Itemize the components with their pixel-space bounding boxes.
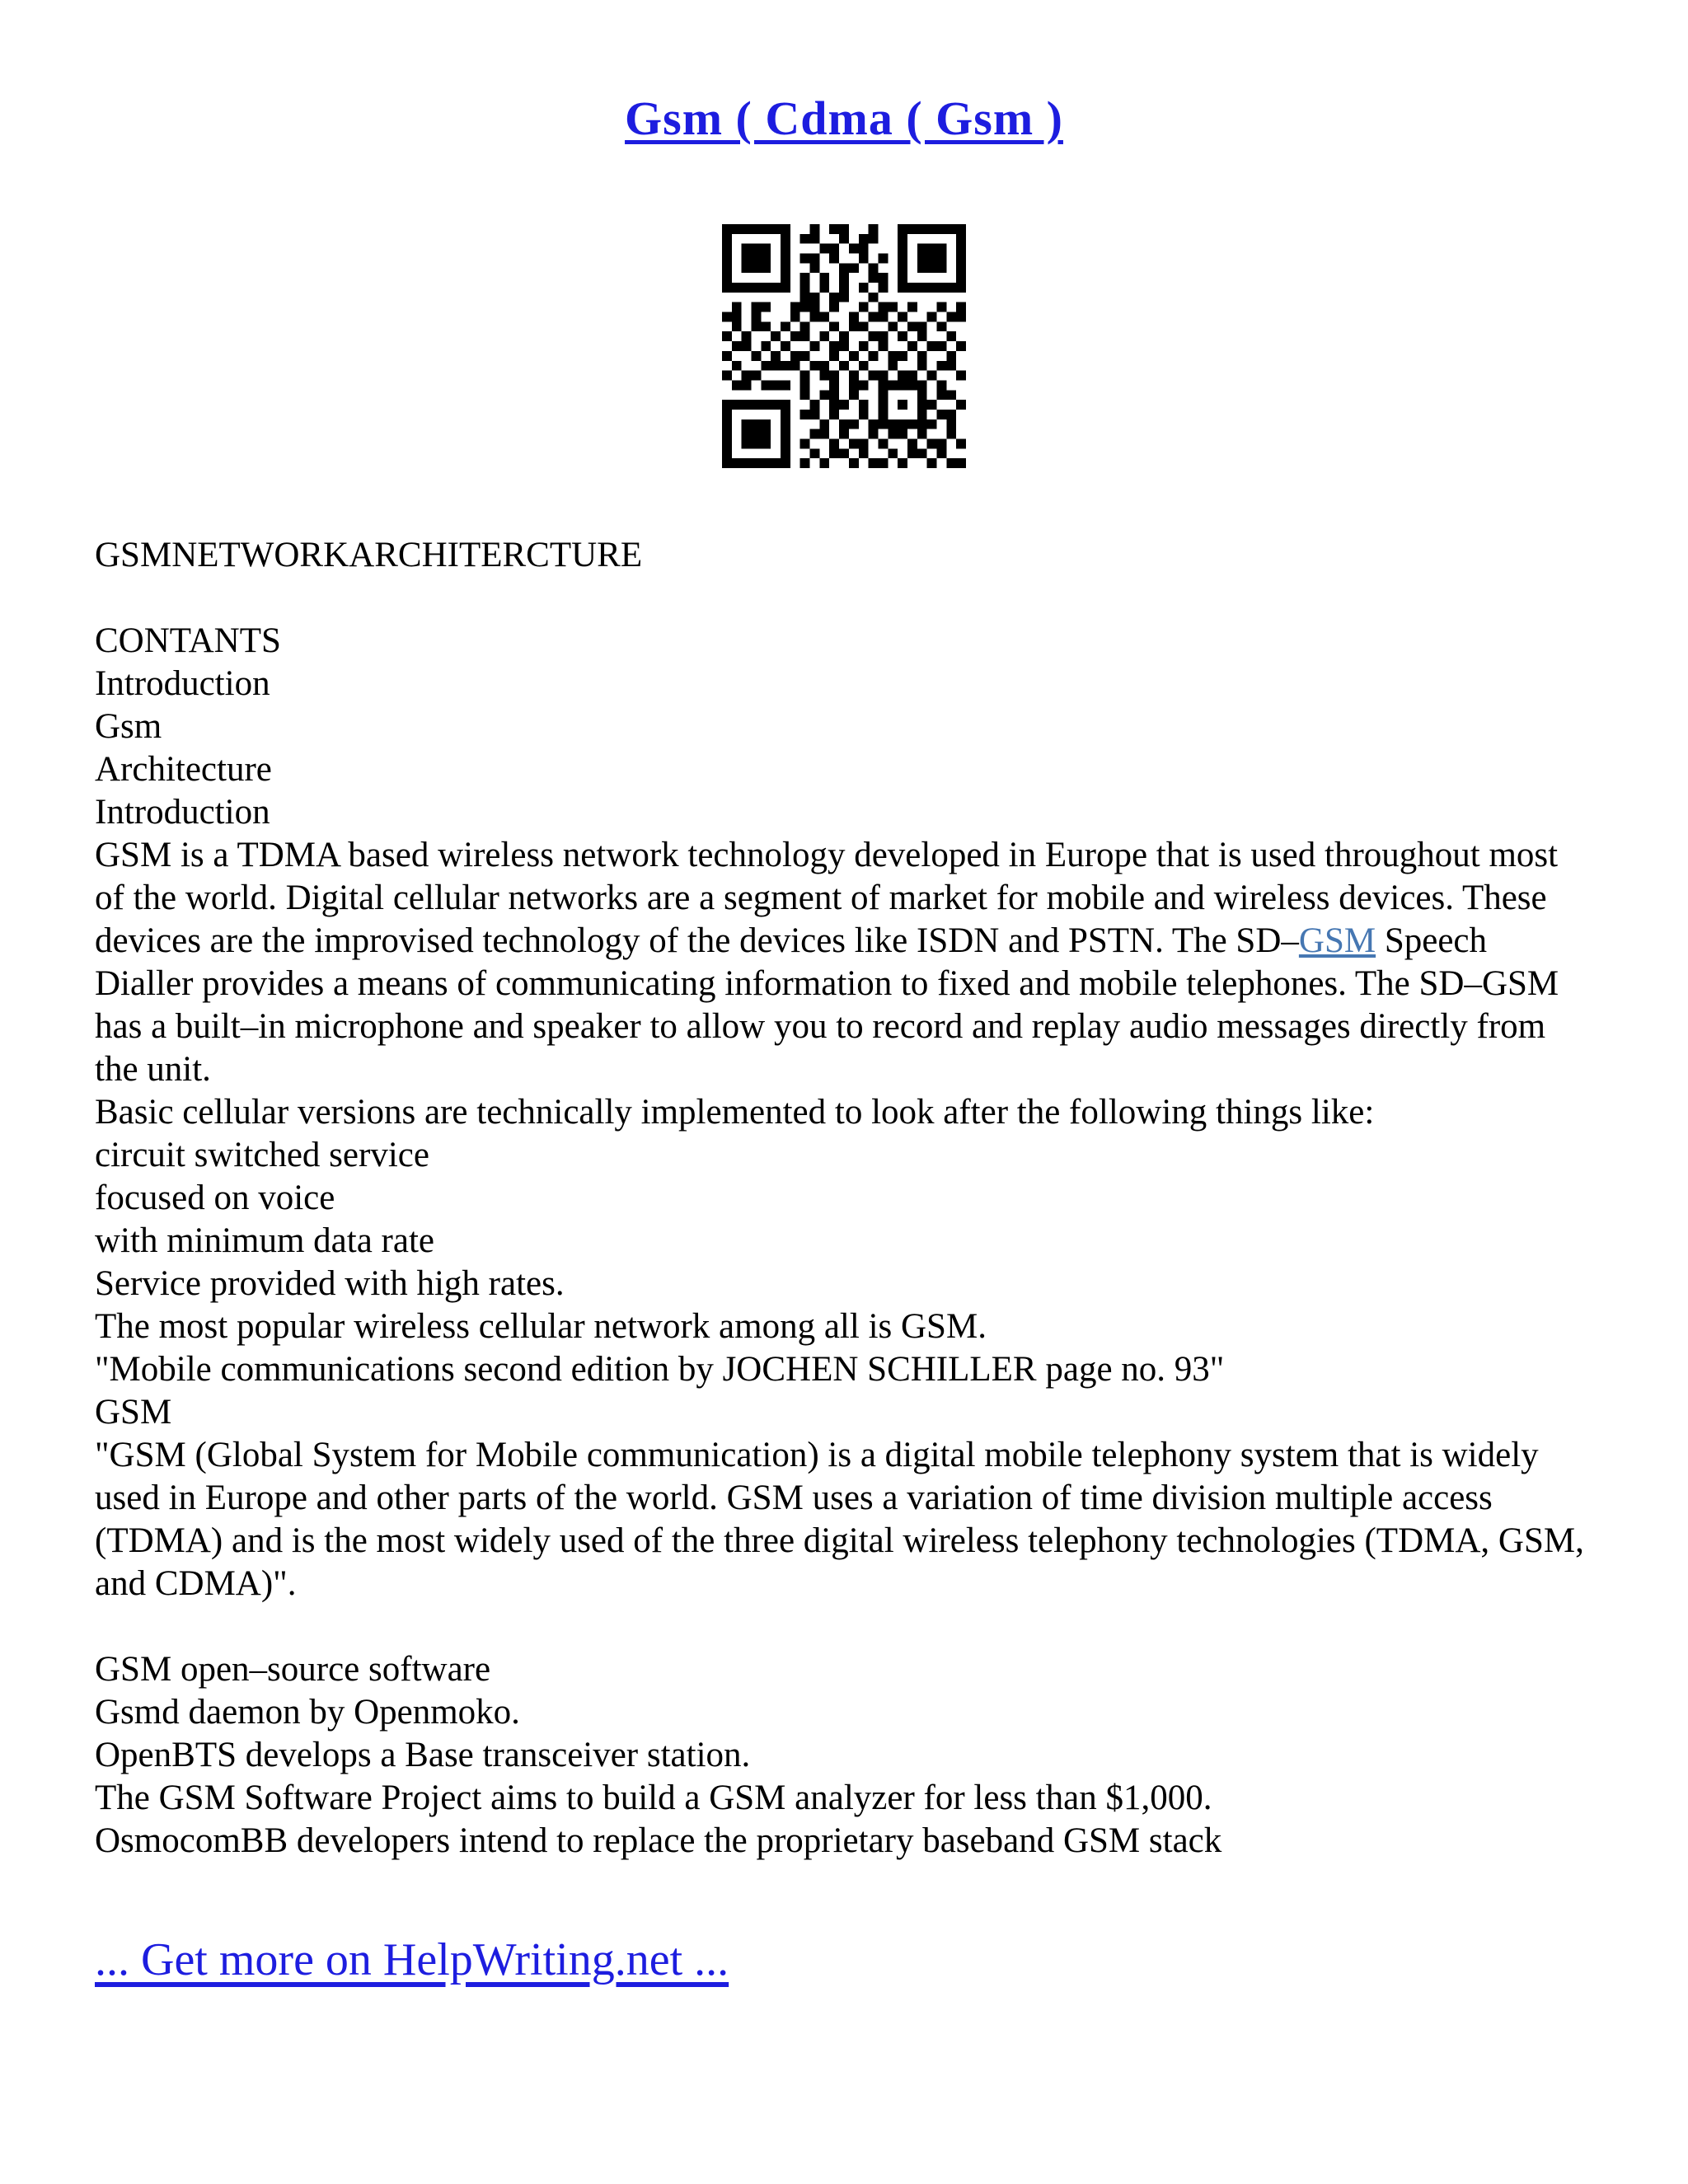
content-line: circuit switched service bbox=[95, 1136, 429, 1174]
content-line: focused on voice bbox=[95, 1179, 335, 1217]
content-line: "Mobile communications second edition by JOCHEN SCHILLER page no. 93" bbox=[95, 1350, 1225, 1389]
blank-line bbox=[95, 1605, 1591, 1648]
software-line: OpenBTS develops a Base transceiver station. bbox=[95, 1736, 751, 1774]
software-line: The GSM Software Project aims to build a GSM analyzer for less than $1,000. bbox=[95, 1779, 1212, 1817]
software-line: Gsmd daemon by Openmoko. bbox=[95, 1693, 520, 1732]
software-line: GSM open–source software bbox=[95, 1650, 491, 1689]
paragraph-text: Speech Dialler provides a means of communicating information to fixed and mobile telephones. The SD–GSM has a built–in microphone and speaker to allow you to record and replay audio messages directly from the unit. bbox=[95, 921, 1559, 1089]
content-line: with minimum data rate bbox=[95, 1221, 434, 1260]
content-line: The most popular wireless cellular network among all is GSM. bbox=[95, 1307, 987, 1346]
software-line: OsmocomBB developers intend to replace the proprietary baseband GSM stack bbox=[95, 1821, 1222, 1860]
document-heading: GSMNETWORKARCHITERCTURE bbox=[95, 536, 643, 574]
footer bbox=[95, 1933, 729, 1986]
blank-line bbox=[95, 577, 1591, 620]
contents-item: Gsm bbox=[95, 707, 162, 746]
gsm-definition-paragraph: "GSM (Global System for Mobile communication) is a digital mobile telephony system that is widely used in Europe and other parts of the world. GSM uses a variation of time division multiple access (TDMA) and is the most widely used of the three digital wireless telephony technologies (TDMA, GSM, and CDMA)". bbox=[95, 1436, 1584, 1603]
qr-code-image bbox=[722, 224, 966, 468]
paragraph-text: GSM is a TDMA based wireless network technology developed in Europe that is used throughout most of the world. Digital cellular networks are a segment of market for mobile and wireless devices. These devices are the improvised technology of the devices like ISDN and PSTN. The SD– bbox=[95, 836, 1559, 960]
document-body bbox=[95, 534, 1591, 1863]
content-line: GSM bbox=[95, 1393, 172, 1432]
helpwriting-link[interactable]: ... Get more on HelpWriting.net ... bbox=[95, 1934, 729, 1985]
content-line: Service provided with high rates. bbox=[95, 1264, 565, 1303]
content-line: Basic cellular versions are technically implemented to look after the following things like: bbox=[95, 1093, 1375, 1132]
page-title bbox=[0, 91, 1688, 146]
contents-item: Introduction bbox=[95, 664, 270, 703]
contents-item: Introduction bbox=[95, 793, 270, 832]
gsm-inline-link[interactable]: GSM bbox=[1298, 921, 1376, 960]
intro-paragraph bbox=[95, 834, 1591, 1091]
contents-label: CONTANTS bbox=[95, 621, 281, 660]
contents-item: Architecture bbox=[95, 750, 272, 789]
title-link[interactable]: Gsm ( Cdma ( Gsm ) bbox=[625, 91, 1063, 145]
